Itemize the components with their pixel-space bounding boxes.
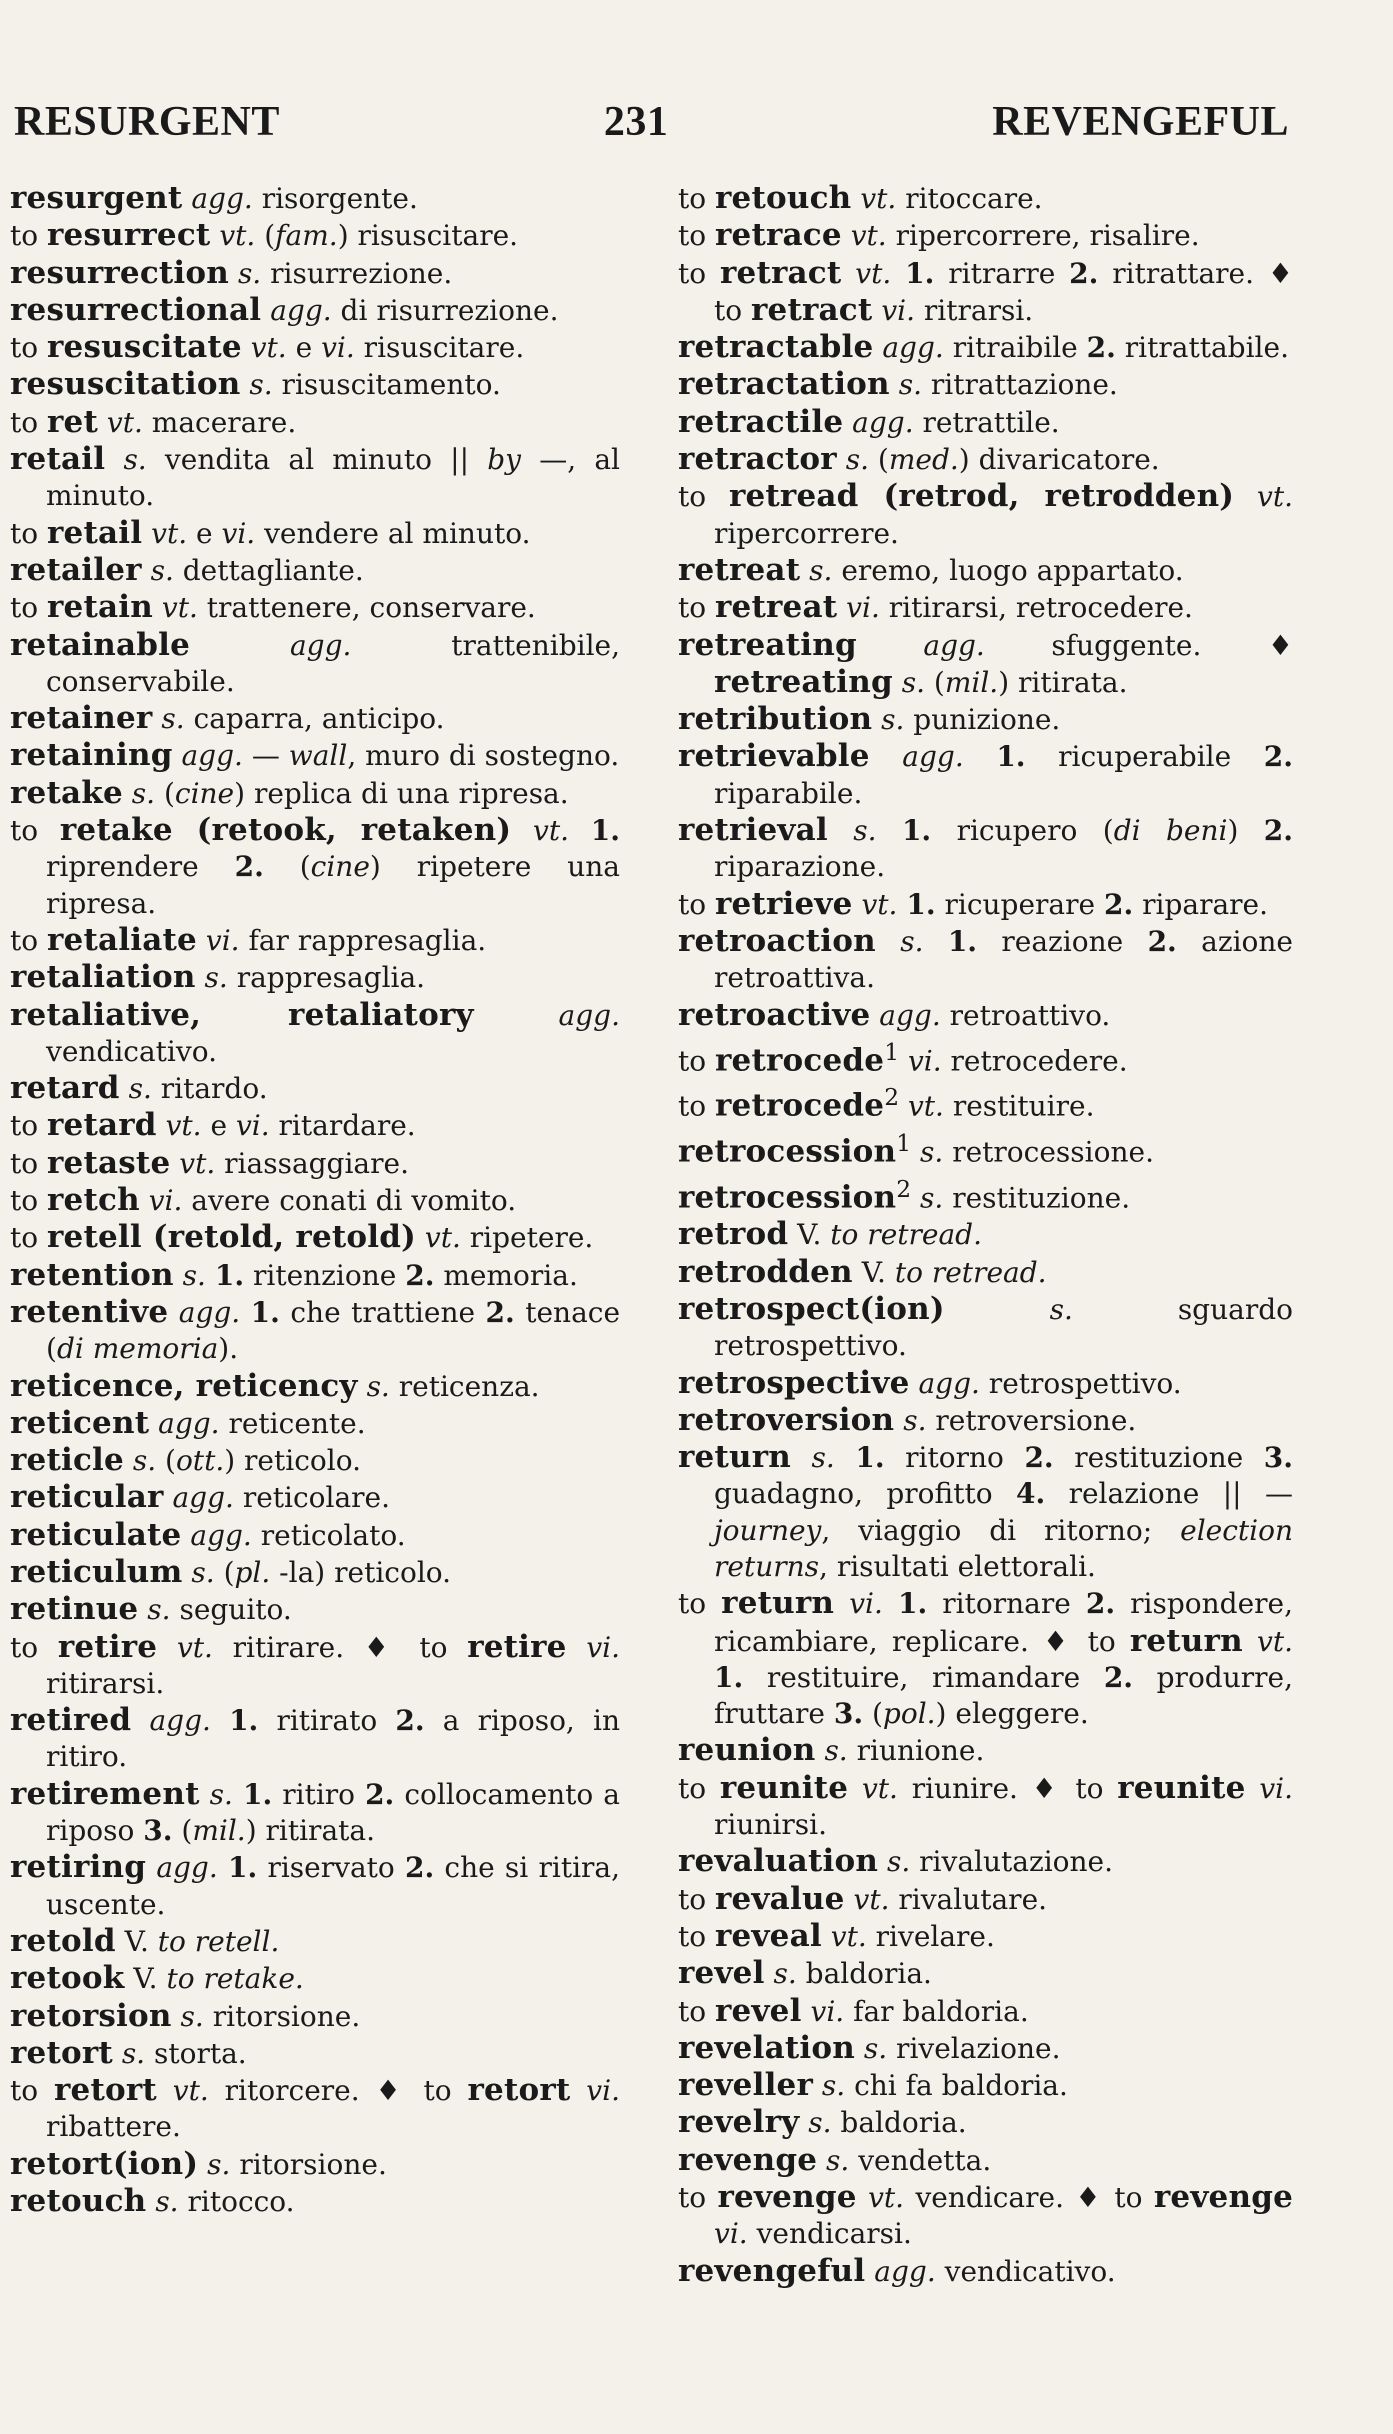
dictionary-entry: resurrectional agg. di risurrezione. (10, 291, 559, 328)
left-guide-word: RESURGENT (14, 99, 280, 145)
dictionary-entry: retrocession$^2$ s. restituzione. (678, 1174, 1131, 1216)
dictionary-entry: to retrace vt. ripercorrere, risalire. (678, 217, 1200, 254)
dictionary-entry: to retard vt. e vi. ritardare. (10, 1107, 416, 1144)
dictionary-entry: reunion s. riunione. (678, 1732, 985, 1769)
dictionary-entry: to retire vt. ritirare. ♦ to retire vi. ritirarsi. (10, 1628, 621, 1700)
dictionary-entry: retort s. storta. (10, 2034, 247, 2071)
dictionary-entry: to retaste vt. riassaggiare. (10, 1144, 409, 1181)
dictionary-entry: retiring agg. 1. riservato 2. che si ritira, uscente. (10, 1849, 621, 1921)
dictionary-entry: retaliative, retaliatory agg. vendicativo. (10, 996, 620, 1068)
dictionary-entry: retroaction s. 1. reazione 2. azione retroattiva. (678, 922, 1293, 995)
dictionary-entry: retirement s. 1. ritiro 2. collocamento a riposo 3. (mil.) ritirata. (10, 1775, 621, 1848)
dictionary-entry: to revel vi. far baldoria. (678, 1992, 1029, 2029)
dictionary-entry: reticulate agg. reticolato. (10, 1516, 406, 1553)
dictionary-entry: retook V. to retake. (10, 1960, 304, 1997)
dictionary-entry: retired agg. 1. ritirato 2. a riposo, in ritiro. (10, 1702, 620, 1774)
dictionary-entry: retrodden V. to retread. (678, 1253, 1047, 1290)
dictionary-entry: revengeful agg. vendicativo. (678, 2252, 1116, 2289)
dictionary-entry: reticent agg. reticente. (10, 1404, 366, 1441)
dictionary-entry: to retrocede$^2$ vt. restituire. (678, 1083, 1095, 1124)
dictionary-entry: revelation s. rivelazione. (678, 2029, 1061, 2066)
dictionary-entry: revelry s. baldoria. (678, 2104, 967, 2141)
dictionary-entry: retaliation s. rappresaglia. (10, 959, 426, 996)
dictionary-entry: reticle s. (ott.) reticolo. (10, 1442, 361, 1479)
dictionary-entry: to reunite vt. riunire. ♦ to reunite vi. riunirsi. (678, 1769, 1293, 1842)
dictionary-entry: retaining agg. — wall, muro di sostegno. (10, 737, 620, 774)
dictionary-entry: retinue s. seguito. (10, 1591, 292, 1628)
dictionary-entry: to ret vt. macerare. (10, 403, 297, 440)
page-number: 231 (603, 99, 669, 145)
dictionary-entry: retreating agg. sfuggente. ♦ retreating s. (mil.) ritirata. (678, 626, 1293, 700)
dictionary-entry: retort(ion) s. ritorsione. (10, 2145, 387, 2182)
dictionary-entry: retail s. vendita al minuto || by —, al minuto. (10, 441, 620, 513)
dictionary-entry: retreat s. eremo, luogo appartato. (678, 551, 1184, 588)
dictionary-entry: to retaliate vi. far rappresaglia. (10, 921, 487, 958)
right-column (678, 180, 1293, 2290)
dictionary-entry: retractable agg. ritraibile 2. ritrattabile. (678, 329, 1289, 366)
dictionary-entry: retention s. 1. ritenzione 2. memoria. (10, 1256, 578, 1293)
dictionary-entry: retorsion s. ritorsione. (10, 1997, 361, 2034)
dictionary-entry: reticulum s. (pl. -la) reticolo. (10, 1553, 452, 1590)
dictionary-entry: retard s. ritardo. (10, 1070, 268, 1107)
dictionary-entry: to resuscitate vt. e vi. risuscitare. (10, 329, 525, 366)
dictionary-entry: to retake (retook, retaken) vt. 1. riprendere 2. (cine) ripetere una ripresa. (10, 812, 621, 920)
dictionary-entry: retrocession$^1$ s. retrocessione. (678, 1129, 1154, 1170)
dictionary-entry: retractile agg. retrattile. (678, 403, 1060, 440)
dictionary-entry: to retrocede$^1$ vi. retrocedere. (678, 1037, 1128, 1079)
dictionary-entry: to retch vi. avere conati di vomito. (10, 1182, 517, 1219)
dictionary-entry: retake s. (cine) replica di una ripresa. (10, 774, 569, 811)
dictionary-entry: revaluation s. rivalutazione. (678, 1843, 1114, 1880)
dictionary-entry: reveller s. chi fa baldoria. (678, 2067, 1068, 2104)
dictionary-entry: to retrieve vt. 1. ricuperare 2. riparare. (678, 885, 1269, 922)
dictionary-entry: retold V. to retell. (10, 1922, 280, 1959)
page-header (14, 98, 1289, 150)
dictionary-entry: resuscitation s. risuscitamento. (10, 366, 501, 403)
dictionary-entry: to retail vt. e vi. vendere al minuto. (10, 514, 531, 551)
dictionary-entry: retrievable agg. 1. ricuperabile 2. riparabile. (678, 738, 1293, 810)
dictionary-entry: retroversion s. retroversione. (678, 1401, 1137, 1438)
dictionary-entry: to retort vt. ritorcere. ♦ to retort vi. ribattere. (10, 2072, 620, 2144)
dictionary-entry: resurrection s. risurrezione. (10, 254, 453, 291)
dictionary-entry: to retell (retold, retold) vt. ripetere. (10, 1219, 594, 1256)
dictionary-entry: to retract vt. 1. ritrarre 2. ritrattare. ♦ to retract vi. ritrarsi. (678, 254, 1293, 328)
dictionary-entry: resurgent agg. risorgente. (10, 180, 418, 216)
dictionary-entry: to return vi. 1. ritornare 2. rispondere, ricambiare, replicare. ♦ to return vt. 1. restituire, rimandare 2. produrre, fruttare 3. (pol.) eleggere. (678, 1585, 1294, 1731)
dictionary-entry: to retread (retrod, retrodden) vt. ripercorrere. (678, 478, 1294, 550)
dictionary-entry: retouch s. ritocco. (10, 2183, 295, 2220)
right-guide-word: REVENGEFUL (992, 99, 1289, 145)
dictionary-entry: revenge s. vendetta. (678, 2141, 992, 2178)
dictionary-entry: retrieval s. 1. ricupero (di beni) 2. riparazione. (678, 812, 1294, 884)
left-column (10, 180, 620, 2220)
dictionary-entry: to resurrect vt. (fam.) risuscitare. (10, 217, 519, 254)
dictionary-entry: retentive agg. 1. che trattiene 2. tenace (di memoria). (10, 1293, 621, 1366)
dictionary-entry: retrod V. to retread. (678, 1216, 982, 1253)
dictionary-entry: retainable agg. trattenibile, conservabile. (10, 626, 620, 698)
dictionary-entry: revel s. baldoria. (678, 1955, 932, 1992)
dictionary-entry: to retreat vi. ritirarsi, retrocedere. (678, 589, 1193, 626)
dictionary-entry: reticence, reticency s. reticenza. (10, 1367, 540, 1404)
dictionary-entry: reticular agg. reticolare. (10, 1479, 391, 1516)
dictionary-entry: return s. 1. ritorno 2. restituzione 3. guadagno, profitto 4. relazione || — journey, viaggio di ritorno; election returns, risultati elettorali. (678, 1439, 1293, 1583)
dictionary-entry: retrospective agg. retrospettivo. (678, 1364, 1182, 1401)
dictionary-entry: retainer s. caparra, anticipo. (10, 700, 445, 737)
dictionary-entry: retractation s. ritrattazione. (678, 366, 1118, 403)
dictionary-entry: to retouch vt. ritoccare. (678, 180, 1043, 216)
dictionary-entry: retroactive agg. retroattivo. (678, 996, 1111, 1033)
dictionary-entry: retailer s. dettagliante. (10, 551, 364, 588)
dictionary-entry: to reveal vt. rivelare. (678, 1917, 995, 1954)
dictionary-entry: to revalue vt. rivalutare. (678, 1880, 1048, 1917)
dictionary-entry: retribution s. punizione. (678, 701, 1061, 738)
dictionary-entry: to retain vt. trattenere, conservare. (10, 589, 536, 626)
dictionary-entry: retrospect(ion) s. sguardo retrospettivo. (678, 1290, 1293, 1363)
dictionary-entry: to revenge vt. vendicare. ♦ to revenge vi. vendicarsi. (678, 2179, 1294, 2251)
dictionary-entry: retractor s. (med.) divaricatore. (678, 441, 1160, 478)
